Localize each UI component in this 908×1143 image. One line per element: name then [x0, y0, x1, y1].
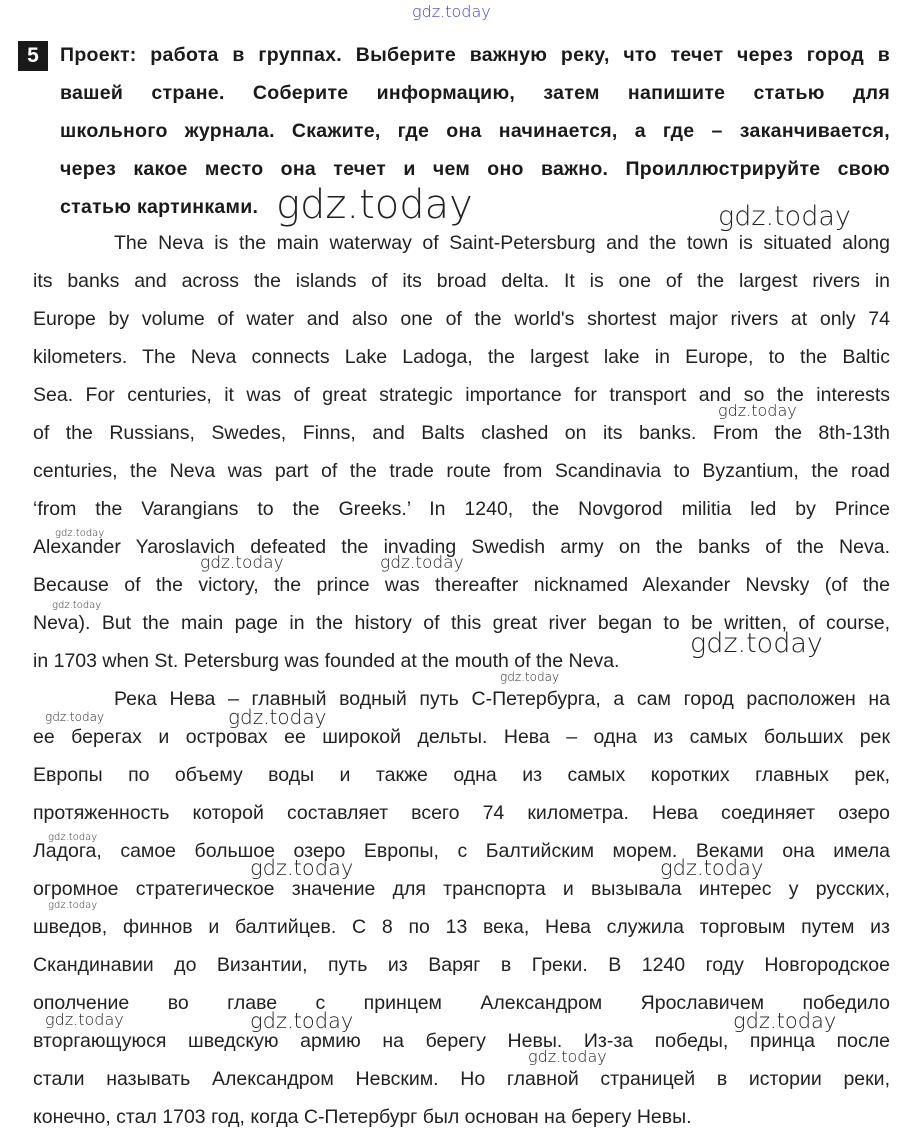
watermark: gdz.today	[660, 856, 764, 880]
text-line: конечно, стал 1703 год, когда С-Петербург был основан на берегу Невы.	[33, 1106, 692, 1128]
watermark: gdz.today	[500, 670, 560, 684]
watermark: gdz.today	[276, 182, 473, 228]
text-line: Река Нева – главный водный путь С-Петербурга, а сам город расположен на	[114, 688, 890, 710]
task-line: школьного журнала. Скажите, где она начинается, а где – заканчивается,	[60, 120, 890, 142]
text-line: стали называть Александром Невским. Но главной страницей в истории реки,	[33, 1068, 890, 1090]
watermark: gdz.today	[718, 201, 851, 232]
watermark: gdz.today	[45, 710, 105, 724]
watermark: gdz.today	[690, 628, 823, 659]
text-line: Скандинавии до Византии, путь из Варяг в Греки. В 1240 году Новгородское	[33, 954, 890, 976]
watermark: gdz.today	[55, 528, 105, 539]
text-line: огромное стратегическое значение для транспорта и вызывала интерес у русских,	[33, 878, 890, 900]
text-line: Because of the victory, the prince was thereafter nicknamed Alexander Nevsky (of the	[33, 574, 890, 596]
task-line: через какое место она течет и чем оно важно. Проиллюстрируйте свою	[60, 158, 890, 180]
text-line: протяженность которой составляет всего 74 километра. Нева соединяет озеро	[33, 802, 890, 824]
task-number-badge: 5	[18, 41, 48, 71]
watermark: gdz.today	[250, 856, 354, 880]
text-line: Alexander Yaroslavich defeated the invading Swedish army on the banks of the Neva.	[33, 536, 890, 558]
text-line: of the Russians, Swedes, Finns, and Balts clashed on its banks. From the 8th-13th	[33, 422, 890, 444]
task-line: вашей стране. Соберите информацию, затем напишите статью для	[60, 82, 890, 104]
text-line: ‘from the Varangians to the Greeks.’ In 1240, the Novgorod militia led by Prince	[33, 498, 890, 520]
text-line: in 1703 when St. Petersburg was founded at the mouth of the Neva.	[33, 650, 620, 672]
task-line: статью картинками.	[60, 196, 259, 218]
watermark: gdz.today	[52, 600, 102, 611]
watermark: gdz.today	[718, 401, 797, 420]
text-line: Ладога, самое большое озеро Европы, с Балтийским морем. Веками она имела	[33, 840, 890, 862]
watermark: gdz.today	[228, 705, 327, 729]
watermark: gdz.today	[45, 1010, 124, 1029]
text-line: вторгающуюся шведскую армию на берегу Невы. Из-за победы, принца после	[33, 1030, 890, 1052]
watermark: gdz.today	[250, 1009, 354, 1033]
text-line: its banks and across the islands of its broad delta. It is one of the largest rivers in	[33, 270, 890, 292]
text-line: ее берегах и островах ее широкой дельты. Нева – одна из самых больших рек	[33, 726, 890, 748]
text-line: Europe by volume of water and also one of the world's shortest major rivers at only 74	[33, 308, 890, 330]
text-line: kilometers. The Neva connects Lake Ladoga, the largest lake in Europe, to the Baltic	[33, 346, 890, 368]
text-line: Sea. For centuries, it was of great strategic importance for transport and so the interests	[33, 384, 890, 406]
text-line: The Neva is the main waterway of Saint-Petersburg and the town is situated along	[114, 232, 890, 254]
watermark: gdz.today	[48, 900, 98, 911]
text-line: шведов, финнов и балтийцев. С 8 по 13 века, Нева служила торговым путем из	[33, 916, 890, 938]
watermark: gdz.today	[733, 1009, 837, 1033]
watermark: gdz.today	[412, 2, 491, 21]
watermark: gdz.today	[380, 553, 464, 573]
watermark: gdz.today	[48, 832, 98, 843]
watermark: gdz.today	[528, 1047, 607, 1066]
text-line: ополчение во главе с принцем Александром Ярославичем победило	[33, 992, 890, 1014]
task-line: Проект: работа в группах. Выберите важную реку, что течет через город в	[60, 44, 890, 66]
watermark: gdz.today	[200, 553, 284, 573]
text-line: Neva). But the main page in the history of this great river began to be written, of course,	[33, 612, 890, 634]
text-line: Европы по объему воды и также одна из самых коротких главных рек,	[33, 764, 890, 786]
text-line: centuries, the Neva was part of the trade route from Scandinavia to Byzantium, the road	[33, 460, 890, 482]
